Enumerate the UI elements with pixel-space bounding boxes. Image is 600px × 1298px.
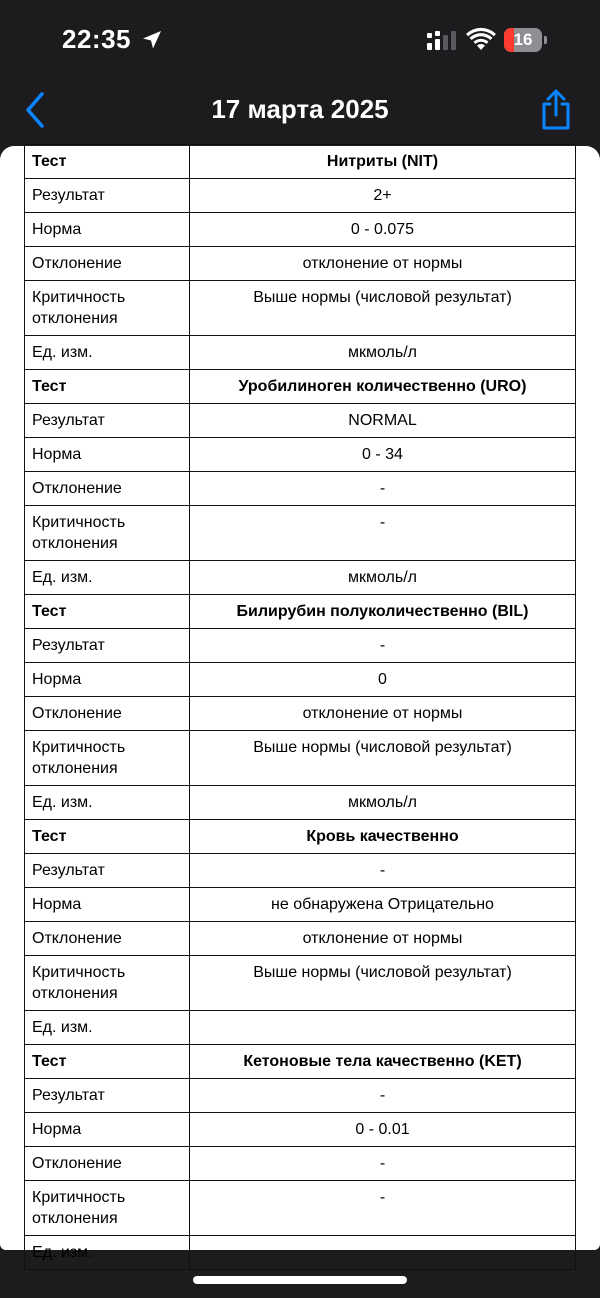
deviation-row <box>25 697 576 731</box>
unit-value: мкмоль/л <box>190 561 576 595</box>
test-label: Тест <box>25 820 190 854</box>
battery-level: 16 <box>513 30 533 49</box>
test-value: Уробилиноген количественно (URO) <box>190 370 576 404</box>
norm-label: Норма <box>25 888 190 922</box>
battery-indicator <box>504 28 548 52</box>
unit-row <box>25 786 576 820</box>
result-label: Результат <box>25 179 190 213</box>
deviation-label: Отклонение <box>25 247 190 281</box>
norm-label: Норма <box>25 213 190 247</box>
unit-row <box>25 561 576 595</box>
unit-label: Ед. изм. <box>25 1236 190 1270</box>
criticality-value: - <box>190 506 576 561</box>
navigation-bar <box>0 82 600 146</box>
test-label: Тест <box>25 370 190 404</box>
deviation-label: Отклонение <box>25 472 190 506</box>
result-row <box>25 854 576 888</box>
unit-row <box>25 1011 576 1045</box>
deviation-label: Отклонение <box>25 697 190 731</box>
test-label: Тест <box>25 145 190 179</box>
norm-row <box>25 1113 576 1147</box>
norm-value: 0 <box>190 663 576 697</box>
test-row <box>25 595 576 629</box>
deviation-row <box>25 1147 576 1181</box>
test-label: Тест <box>25 595 190 629</box>
unit-row <box>25 336 576 370</box>
status-time: 22:35 <box>62 24 131 54</box>
deviation-value: отклонение от нормы <box>190 697 576 731</box>
share-button[interactable] <box>536 88 576 132</box>
unit-value: мкмоль/л <box>190 786 576 820</box>
results-table <box>24 144 576 1270</box>
test-row <box>25 370 576 404</box>
report-content <box>0 146 600 1261</box>
criticality-label: Критичность отклонения <box>25 956 190 1011</box>
status-bar <box>0 0 600 82</box>
deviation-row <box>25 922 576 956</box>
deviation-value: - <box>190 472 576 506</box>
deviation-value: отклонение от нормы <box>190 922 576 956</box>
result-value: - <box>190 854 576 888</box>
norm-row <box>25 663 576 697</box>
home-indicator[interactable] <box>193 1276 407 1284</box>
unit-label: Ед. изм. <box>25 336 190 370</box>
deviation-label: Отклонение <box>25 922 190 956</box>
norm-row <box>25 438 576 472</box>
criticality-row <box>25 506 576 561</box>
criticality-value: Выше нормы (числовой результат) <box>190 731 576 786</box>
result-row <box>25 1079 576 1113</box>
criticality-row <box>25 956 576 1011</box>
deviation-label: Отклонение <box>25 1147 190 1181</box>
deviation-row <box>25 472 576 506</box>
test-label: Тест <box>25 1045 190 1079</box>
result-value: 2+ <box>190 179 576 213</box>
norm-value: 0 - 0.075 <box>190 213 576 247</box>
result-value: - <box>190 1079 576 1113</box>
norm-row <box>25 213 576 247</box>
unit-row <box>25 1236 576 1270</box>
unit-value <box>190 1011 576 1045</box>
unit-value <box>190 1236 576 1270</box>
result-row <box>25 179 576 213</box>
result-row <box>25 404 576 438</box>
test-value: Кровь качественно <box>190 820 576 854</box>
norm-label: Норма <box>25 438 190 472</box>
location-arrow-icon <box>140 28 164 52</box>
norm-value: 0 - 0.01 <box>190 1113 576 1147</box>
test-row <box>25 145 576 179</box>
criticality-label: Критичность отклонения <box>25 731 190 786</box>
criticality-label: Критичность отклонения <box>25 1181 190 1236</box>
norm-value: не обнаружена Отрицательно <box>190 888 576 922</box>
norm-label: Норма <box>25 1113 190 1147</box>
result-value: NORMAL <box>190 404 576 438</box>
criticality-row <box>25 281 576 336</box>
criticality-value: Выше нормы (числовой результат) <box>190 281 576 336</box>
result-label: Результат <box>25 1079 190 1113</box>
test-value: Нитриты (NIT) <box>190 145 576 179</box>
unit-label: Ед. изм. <box>25 786 190 820</box>
criticality-row <box>25 731 576 786</box>
deviation-value: - <box>190 1147 576 1181</box>
deviation-row <box>25 247 576 281</box>
unit-label: Ед. изм. <box>25 561 190 595</box>
result-value: - <box>190 629 576 663</box>
test-value: Кетоновые тела качественно (KET) <box>190 1045 576 1079</box>
page-title: 17 марта 2025 <box>211 94 389 124</box>
unit-value: мкмоль/л <box>190 336 576 370</box>
deviation-value: отклонение от нормы <box>190 247 576 281</box>
result-label: Результат <box>25 854 190 888</box>
norm-row <box>25 888 576 922</box>
test-row <box>25 1045 576 1079</box>
test-value: Билирубин полуколичественно (BIL) <box>190 595 576 629</box>
norm-label: Норма <box>25 663 190 697</box>
criticality-value: Выше нормы (числовой результат) <box>190 956 576 1011</box>
result-label: Результат <box>25 404 190 438</box>
norm-value: 0 - 34 <box>190 438 576 472</box>
wifi-icon <box>466 28 496 52</box>
criticality-value: - <box>190 1181 576 1236</box>
criticality-label: Критичность отклонения <box>25 281 190 336</box>
result-label: Результат <box>25 629 190 663</box>
result-row <box>25 629 576 663</box>
test-row <box>25 820 576 854</box>
back-button[interactable] <box>18 90 52 130</box>
battery-tip <box>544 36 547 44</box>
unit-label: Ед. изм. <box>25 1011 190 1045</box>
criticality-row <box>25 1181 576 1236</box>
cellular-signal-icon <box>425 30 459 52</box>
criticality-label: Критичность отклонения <box>25 506 190 561</box>
